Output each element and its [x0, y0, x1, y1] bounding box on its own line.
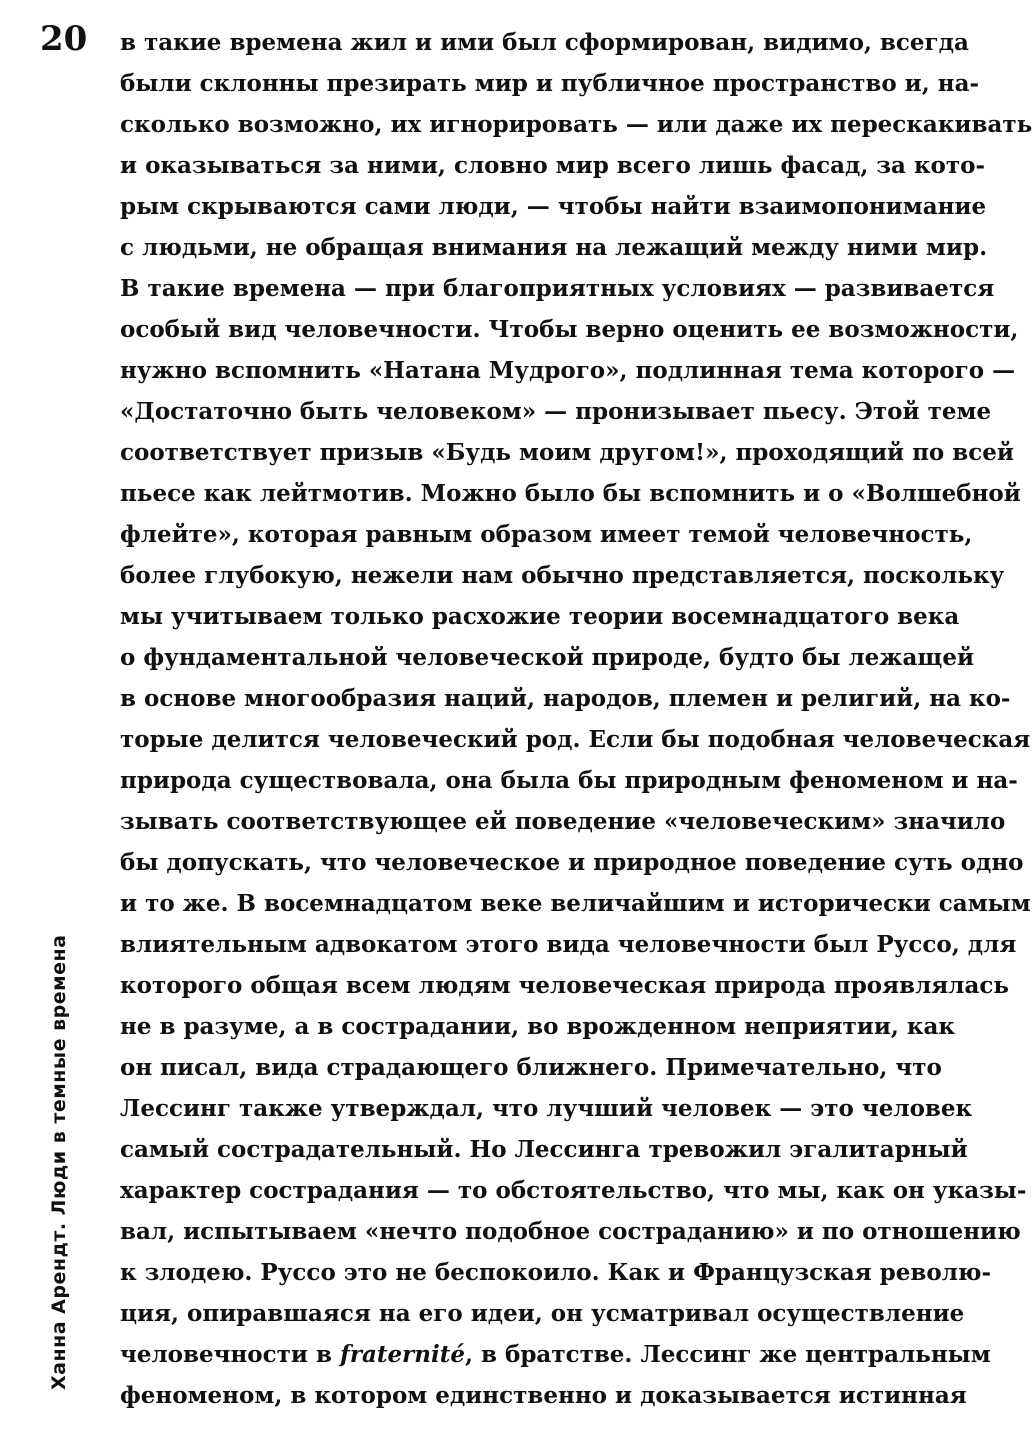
text-line: «Достаточно быть человеком» — пронизывает пьесу. Этой теме	[120, 398, 992, 425]
text-line-with-italic	[120, 1334, 991, 1375]
text-line: к злодею. Руссо это не беспокоило. Как и Французская револю-	[120, 1259, 992, 1286]
text-segment: человечности в	[120, 1341, 340, 1368]
text-line: характер сострадания — то обстоятельство, что мы, как он указы-	[120, 1177, 1027, 1204]
text-line: природа существовала, она была бы природным феноменом и на-	[120, 767, 1018, 794]
page-number: 20	[40, 19, 88, 59]
text-line: которого общая всем людям человеческая природа проявлялась	[120, 972, 1010, 999]
text-line: в основе многообразия наций, народов, племен и религий, на ко-	[120, 685, 1011, 712]
text-line: зывать соответствующее ей поведение «человеческим» значило	[120, 808, 1006, 835]
text-line: феноменом, в котором единственно и доказывается истинная	[120, 1382, 967, 1409]
text-line: соответствует призыв «Будь моим другом!», проходящий по всей	[120, 439, 1014, 466]
text-line: пьесе как лейтмотив. Можно было бы вспомнить и о «Волшебной	[120, 480, 1021, 507]
text-line: и то же. В восемнадцатом веке величайшим и исторически самым	[120, 890, 1031, 917]
text-line: самый сострадательный. Но Лессинга тревожил эгалитарный	[120, 1136, 968, 1163]
text-line: вал, испытываем «нечто подобное состраданию» и по отношению	[120, 1218, 1021, 1245]
text-line: флейте», которая равным образом имеет темой человечность,	[120, 521, 973, 548]
text-line: бы допускать, что человеческое и природное поведение суть одно	[120, 849, 1024, 876]
text-line: особый вид человечности. Чтобы верно оценить ее возможности,	[120, 316, 1019, 343]
text-line: о фундаментальной человеческой природе, будто бы лежащей	[120, 644, 975, 671]
text-line: он писал, вида страдающего ближнего. Примечательно, что	[120, 1054, 942, 1081]
text-line: в такие времена жил и ими был сформирован, видимо, всегда	[120, 29, 969, 56]
text-line: с людьми, не обращая внимания на лежащий между ними мир.	[120, 234, 988, 261]
running-title: Ханна Арендт. Люди в темные времена	[48, 934, 70, 1390]
text-line: и оказываться за ними, словно мир всего лишь фасад, за кото-	[120, 152, 986, 179]
text-line: нужно вспомнить «Натана Мудрого», подлинная тема которого —	[120, 357, 1016, 384]
italic-term: fraternité	[339, 1341, 465, 1368]
text-line: мы учитываем только расхожие теории восемнадцатого века	[120, 603, 960, 630]
text-line: рым скрываются сами люди, — чтобы найти взаимопонимание	[120, 193, 987, 220]
text-line: более глубокую, нежели нам обычно представляется, поскольку	[120, 562, 1005, 589]
text-line: были склонны презирать мир и публичное пространство и, на-	[120, 70, 980, 97]
text-line: В такие времена — при благоприятных условиях — развивается	[120, 275, 995, 302]
text-line: торые делится человеческий род. Если бы подобная человеческая	[120, 726, 1031, 753]
text-line: сколько возможно, их игнорировать — или даже их перескакивать	[120, 111, 1032, 138]
text-segment: , в братстве. Лессинг же центральным	[464, 1341, 991, 1368]
text-line: ция, опиравшаяся на его идеи, он усматривал осуществление	[120, 1300, 965, 1327]
text-line: влиятельным адвокатом этого вида человечности был Руссо, для	[120, 931, 1017, 958]
text-line: Лессинг также утверждал, что лучший человек — это человек	[120, 1095, 973, 1122]
main-text	[120, 22, 1032, 1416]
text-line: не в разуме, а в сострадании, во врожденном неприятии, как	[120, 1013, 956, 1040]
